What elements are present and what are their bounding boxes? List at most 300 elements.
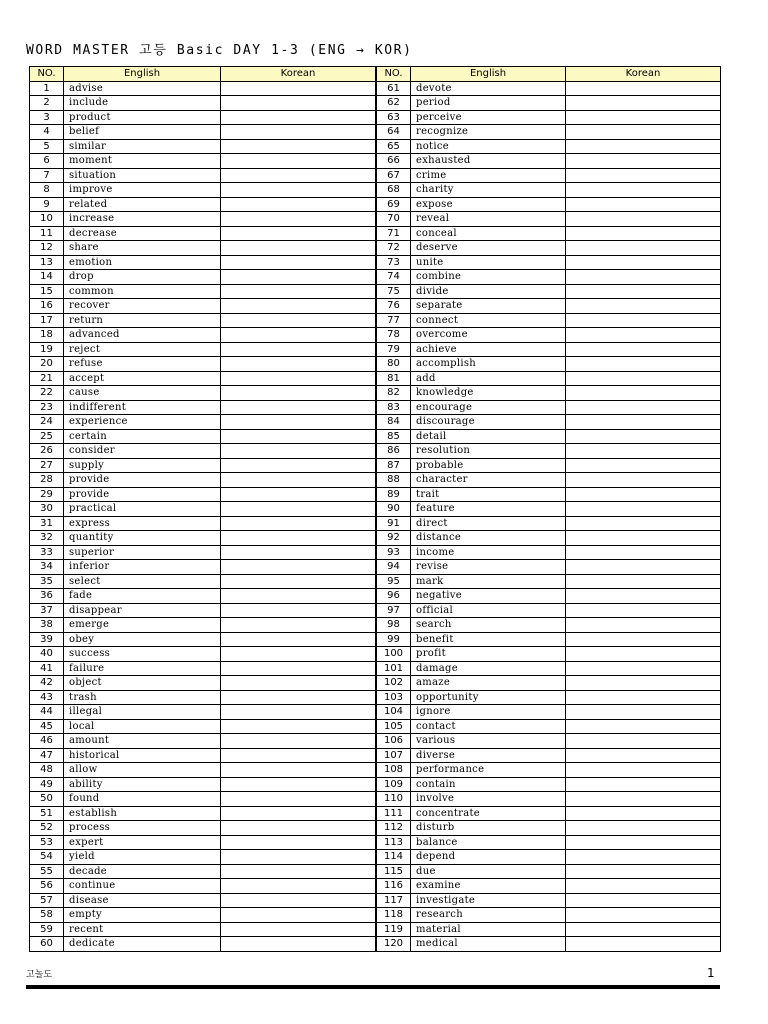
korean-answer-cell[interactable] xyxy=(221,444,376,459)
word-number: 91 xyxy=(377,516,411,531)
korean-answer-cell[interactable] xyxy=(566,255,721,270)
table-row xyxy=(377,400,721,415)
english-word: failure xyxy=(64,661,221,676)
word-number: 43 xyxy=(30,690,64,705)
korean-answer-cell[interactable] xyxy=(221,690,376,705)
korean-answer-cell[interactable] xyxy=(566,328,721,343)
english-word: encourage xyxy=(411,400,566,415)
word-number: 77 xyxy=(377,313,411,328)
english-word: search xyxy=(411,618,566,633)
korean-answer-cell[interactable] xyxy=(221,603,376,618)
english-word: indifferent xyxy=(64,400,221,415)
word-number: 56 xyxy=(30,879,64,894)
korean-answer-cell[interactable] xyxy=(221,183,376,198)
english-word: share xyxy=(64,241,221,256)
word-number: 46 xyxy=(30,734,64,749)
korean-answer-cell[interactable] xyxy=(566,342,721,357)
english-word: exhausted xyxy=(411,154,566,169)
korean-answer-cell[interactable] xyxy=(566,531,721,546)
korean-answer-cell[interactable] xyxy=(221,676,376,691)
word-number: 27 xyxy=(30,458,64,473)
english-word: discourage xyxy=(411,415,566,430)
table-row xyxy=(377,545,721,560)
english-word: notice xyxy=(411,139,566,154)
word-number: 42 xyxy=(30,676,64,691)
korean-answer-cell[interactable] xyxy=(566,81,721,96)
korean-answer-cell[interactable] xyxy=(566,864,721,879)
table-row xyxy=(377,125,721,140)
table-row xyxy=(30,647,376,662)
word-number: 5 xyxy=(30,139,64,154)
korean-answer-cell[interactable] xyxy=(221,125,376,140)
english-word: found xyxy=(64,792,221,807)
korean-answer-cell[interactable] xyxy=(221,502,376,517)
korean-answer-cell[interactable] xyxy=(221,400,376,415)
table-row xyxy=(30,415,376,430)
korean-answer-cell[interactable] xyxy=(566,574,721,589)
korean-answer-cell[interactable] xyxy=(566,502,721,517)
table-row xyxy=(377,183,721,198)
table-row xyxy=(377,705,721,720)
table-row xyxy=(30,748,376,763)
word-number: 41 xyxy=(30,661,64,676)
header-english: English xyxy=(64,67,221,82)
table-row xyxy=(377,589,721,604)
korean-answer-cell[interactable] xyxy=(566,429,721,444)
korean-answer-cell[interactable] xyxy=(221,96,376,111)
word-number: 116 xyxy=(377,879,411,894)
table-row xyxy=(377,328,721,343)
korean-answer-cell[interactable] xyxy=(221,487,376,502)
korean-answer-cell[interactable] xyxy=(221,545,376,560)
korean-answer-cell[interactable] xyxy=(566,357,721,372)
korean-answer-cell[interactable] xyxy=(221,270,376,285)
korean-answer-cell[interactable] xyxy=(221,574,376,589)
english-word: period xyxy=(411,96,566,111)
korean-answer-cell[interactable] xyxy=(566,299,721,314)
english-word: recognize xyxy=(411,125,566,140)
english-word: reveal xyxy=(411,212,566,227)
korean-answer-cell[interactable] xyxy=(221,226,376,241)
korean-answer-cell[interactable] xyxy=(221,821,376,836)
english-word: involve xyxy=(411,792,566,807)
table-row xyxy=(377,632,721,647)
table-row xyxy=(377,284,721,299)
korean-answer-cell[interactable] xyxy=(221,560,376,575)
korean-answer-cell[interactable] xyxy=(566,821,721,836)
table-row xyxy=(30,241,376,256)
word-number: 87 xyxy=(377,458,411,473)
english-word: empty xyxy=(64,908,221,923)
word-number: 14 xyxy=(30,270,64,285)
page-number: 1 xyxy=(707,966,715,980)
english-word: ability xyxy=(64,777,221,792)
korean-answer-cell[interactable] xyxy=(221,748,376,763)
korean-answer-cell[interactable] xyxy=(221,647,376,662)
english-word: distance xyxy=(411,531,566,546)
korean-answer-cell[interactable] xyxy=(566,806,721,821)
table-row xyxy=(377,473,721,488)
word-number: 53 xyxy=(30,835,64,850)
word-number: 61 xyxy=(377,81,411,96)
table-row xyxy=(30,125,376,140)
korean-answer-cell[interactable] xyxy=(566,444,721,459)
korean-answer-cell[interactable] xyxy=(566,168,721,183)
english-word: provide xyxy=(64,473,221,488)
table-body-left xyxy=(30,81,376,951)
korean-answer-cell[interactable] xyxy=(221,661,376,676)
table-row xyxy=(377,676,721,691)
english-word: decrease xyxy=(64,226,221,241)
word-number: 117 xyxy=(377,893,411,908)
english-word: concentrate xyxy=(411,806,566,821)
word-number: 114 xyxy=(377,850,411,865)
korean-answer-cell[interactable] xyxy=(566,632,721,647)
english-word: ignore xyxy=(411,705,566,720)
english-word: detail xyxy=(411,429,566,444)
english-word: increase xyxy=(64,212,221,227)
table-row xyxy=(30,429,376,444)
english-word: experience xyxy=(64,415,221,430)
korean-answer-cell[interactable] xyxy=(221,255,376,270)
table-row xyxy=(377,937,721,952)
korean-answer-cell[interactable] xyxy=(221,212,376,227)
korean-answer-cell[interactable] xyxy=(566,487,721,502)
korean-answer-cell[interactable] xyxy=(566,734,721,749)
word-number: 97 xyxy=(377,603,411,618)
korean-answer-cell[interactable] xyxy=(221,415,376,430)
header-no: NO. xyxy=(30,67,64,82)
korean-answer-cell[interactable] xyxy=(566,893,721,908)
table-row xyxy=(377,879,721,894)
word-number: 85 xyxy=(377,429,411,444)
korean-answer-cell[interactable] xyxy=(221,908,376,923)
english-word: emerge xyxy=(64,618,221,633)
footer-rule xyxy=(26,985,720,989)
table-row xyxy=(377,922,721,937)
word-number: 44 xyxy=(30,705,64,720)
word-number: 31 xyxy=(30,516,64,531)
table-row xyxy=(377,748,721,763)
korean-answer-cell[interactable] xyxy=(566,110,721,125)
korean-answer-cell[interactable] xyxy=(566,908,721,923)
korean-answer-cell[interactable] xyxy=(566,139,721,154)
english-word: trait xyxy=(411,487,566,502)
word-number: 70 xyxy=(377,212,411,227)
word-number: 21 xyxy=(30,371,64,386)
korean-answer-cell[interactable] xyxy=(566,545,721,560)
korean-answer-cell[interactable] xyxy=(566,705,721,720)
table-row xyxy=(377,96,721,111)
korean-answer-cell[interactable] xyxy=(566,835,721,850)
english-word: medical xyxy=(411,937,566,952)
table-row xyxy=(30,516,376,531)
word-number: 36 xyxy=(30,589,64,604)
korean-answer-cell[interactable] xyxy=(221,705,376,720)
korean-answer-cell[interactable] xyxy=(221,618,376,633)
table-row xyxy=(377,313,721,328)
korean-answer-cell[interactable] xyxy=(221,429,376,444)
table-row xyxy=(30,545,376,560)
table-row xyxy=(30,864,376,879)
table-row xyxy=(30,342,376,357)
korean-answer-cell[interactable] xyxy=(221,937,376,952)
english-word: unite xyxy=(411,255,566,270)
table-row xyxy=(30,502,376,517)
table-row xyxy=(30,835,376,850)
table-row xyxy=(377,603,721,618)
table-row xyxy=(377,574,721,589)
english-word: similar xyxy=(64,139,221,154)
korean-answer-cell[interactable] xyxy=(566,284,721,299)
table-row xyxy=(30,458,376,473)
korean-answer-cell[interactable] xyxy=(566,748,721,763)
table-row xyxy=(377,806,721,821)
english-word: express xyxy=(64,516,221,531)
table-row xyxy=(377,168,721,183)
korean-answer-cell[interactable] xyxy=(221,922,376,937)
word-number: 4 xyxy=(30,125,64,140)
word-number: 9 xyxy=(30,197,64,212)
english-word: due xyxy=(411,864,566,879)
korean-answer-cell[interactable] xyxy=(221,516,376,531)
korean-answer-cell[interactable] xyxy=(566,400,721,415)
english-word: material xyxy=(411,922,566,937)
word-number: 32 xyxy=(30,531,64,546)
word-number: 115 xyxy=(377,864,411,879)
korean-answer-cell[interactable] xyxy=(566,937,721,952)
english-word: performance xyxy=(411,763,566,778)
word-number: 103 xyxy=(377,690,411,705)
english-word: select xyxy=(64,574,221,589)
table-row xyxy=(377,342,721,357)
korean-answer-cell[interactable] xyxy=(221,110,376,125)
english-word: profit xyxy=(411,647,566,662)
table-row xyxy=(30,400,376,415)
korean-answer-cell[interactable] xyxy=(566,415,721,430)
table-row xyxy=(30,386,376,401)
korean-answer-cell[interactable] xyxy=(566,473,721,488)
korean-answer-cell[interactable] xyxy=(566,560,721,575)
english-word: balance xyxy=(411,835,566,850)
table-row xyxy=(30,879,376,894)
word-number: 54 xyxy=(30,850,64,865)
korean-answer-cell[interactable] xyxy=(221,284,376,299)
word-number: 60 xyxy=(30,937,64,952)
korean-answer-cell[interactable] xyxy=(221,864,376,879)
korean-answer-cell[interactable] xyxy=(221,835,376,850)
english-word: practical xyxy=(64,502,221,517)
english-word: amount xyxy=(64,734,221,749)
korean-answer-cell[interactable] xyxy=(566,879,721,894)
english-word: research xyxy=(411,908,566,923)
korean-answer-cell[interactable] xyxy=(221,241,376,256)
korean-answer-cell[interactable] xyxy=(221,806,376,821)
word-number: 81 xyxy=(377,371,411,386)
word-number: 72 xyxy=(377,241,411,256)
korean-answer-cell[interactable] xyxy=(566,371,721,386)
korean-answer-cell[interactable] xyxy=(221,81,376,96)
english-word: situation xyxy=(64,168,221,183)
korean-answer-cell[interactable] xyxy=(221,792,376,807)
english-word: contain xyxy=(411,777,566,792)
table-row xyxy=(30,850,376,865)
korean-answer-cell[interactable] xyxy=(566,96,721,111)
korean-answer-cell[interactable] xyxy=(566,226,721,241)
word-number: 74 xyxy=(377,270,411,285)
english-word: add xyxy=(411,371,566,386)
korean-answer-cell[interactable] xyxy=(566,792,721,807)
english-word: negative xyxy=(411,589,566,604)
word-number: 112 xyxy=(377,821,411,836)
english-word: related xyxy=(64,197,221,212)
korean-answer-cell[interactable] xyxy=(221,371,376,386)
korean-answer-cell[interactable] xyxy=(221,473,376,488)
korean-answer-cell[interactable] xyxy=(221,328,376,343)
table-row xyxy=(30,313,376,328)
korean-answer-cell[interactable] xyxy=(566,922,721,937)
word-number: 83 xyxy=(377,400,411,415)
table-row xyxy=(30,168,376,183)
korean-answer-cell[interactable] xyxy=(566,661,721,676)
word-number: 89 xyxy=(377,487,411,502)
word-number: 35 xyxy=(30,574,64,589)
table-row xyxy=(30,908,376,923)
korean-answer-cell[interactable] xyxy=(221,763,376,778)
english-word: connect xyxy=(411,313,566,328)
table-row xyxy=(30,197,376,212)
korean-answer-cell[interactable] xyxy=(566,270,721,285)
korean-answer-cell[interactable] xyxy=(221,632,376,647)
korean-answer-cell[interactable] xyxy=(566,647,721,662)
english-word: certain xyxy=(64,429,221,444)
english-word: character xyxy=(411,473,566,488)
korean-answer-cell[interactable] xyxy=(221,154,376,169)
korean-answer-cell[interactable] xyxy=(221,168,376,183)
english-word: illegal xyxy=(64,705,221,720)
header-no: NO. xyxy=(377,67,411,82)
table-row xyxy=(377,777,721,792)
korean-answer-cell[interactable] xyxy=(221,139,376,154)
korean-answer-cell[interactable] xyxy=(566,618,721,633)
word-number: 24 xyxy=(30,415,64,430)
word-number: 55 xyxy=(30,864,64,879)
korean-answer-cell[interactable] xyxy=(221,313,376,328)
korean-answer-cell[interactable] xyxy=(566,183,721,198)
english-word: reject xyxy=(64,342,221,357)
korean-answer-cell[interactable] xyxy=(566,690,721,705)
korean-answer-cell[interactable] xyxy=(566,589,721,604)
word-number: 100 xyxy=(377,647,411,662)
english-word: opportunity xyxy=(411,690,566,705)
english-word: accept xyxy=(64,371,221,386)
korean-answer-cell[interactable] xyxy=(566,777,721,792)
english-word: official xyxy=(411,603,566,618)
vocab-table-left xyxy=(29,66,376,952)
word-number: 11 xyxy=(30,226,64,241)
word-number: 78 xyxy=(377,328,411,343)
english-word: advise xyxy=(64,81,221,96)
korean-answer-cell[interactable] xyxy=(566,516,721,531)
korean-answer-cell[interactable] xyxy=(221,893,376,908)
korean-answer-cell[interactable] xyxy=(566,676,721,691)
table-row xyxy=(30,81,376,96)
table-row xyxy=(30,560,376,575)
korean-answer-cell[interactable] xyxy=(221,458,376,473)
english-word: provide xyxy=(64,487,221,502)
korean-answer-cell[interactable] xyxy=(566,125,721,140)
korean-answer-cell[interactable] xyxy=(221,589,376,604)
table-row xyxy=(377,835,721,850)
korean-answer-cell[interactable] xyxy=(221,342,376,357)
table-row xyxy=(30,690,376,705)
korean-answer-cell[interactable] xyxy=(221,777,376,792)
korean-answer-cell[interactable] xyxy=(221,299,376,314)
english-word: quantity xyxy=(64,531,221,546)
korean-answer-cell[interactable] xyxy=(221,734,376,749)
table-row xyxy=(377,429,721,444)
korean-answer-cell[interactable] xyxy=(566,719,721,734)
table-row xyxy=(377,226,721,241)
word-number: 86 xyxy=(377,444,411,459)
english-word: separate xyxy=(411,299,566,314)
korean-answer-cell[interactable] xyxy=(221,197,376,212)
table-row xyxy=(30,763,376,778)
korean-answer-cell[interactable] xyxy=(221,719,376,734)
korean-answer-cell[interactable] xyxy=(221,357,376,372)
table-row xyxy=(377,299,721,314)
word-number: 67 xyxy=(377,168,411,183)
table-row xyxy=(377,690,721,705)
korean-answer-cell[interactable] xyxy=(566,458,721,473)
table-row xyxy=(30,806,376,821)
table-row xyxy=(30,96,376,111)
table-row xyxy=(30,705,376,720)
korean-answer-cell[interactable] xyxy=(221,850,376,865)
korean-answer-cell[interactable] xyxy=(566,212,721,227)
korean-answer-cell[interactable] xyxy=(566,241,721,256)
korean-answer-cell[interactable] xyxy=(221,531,376,546)
word-number: 6 xyxy=(30,154,64,169)
word-number: 30 xyxy=(30,502,64,517)
english-word: probable xyxy=(411,458,566,473)
korean-answer-cell[interactable] xyxy=(566,197,721,212)
english-word: include xyxy=(64,96,221,111)
table-row xyxy=(377,893,721,908)
korean-answer-cell[interactable] xyxy=(221,879,376,894)
word-number: 76 xyxy=(377,299,411,314)
table-row xyxy=(30,183,376,198)
vocab-table-right xyxy=(376,66,721,952)
korean-answer-cell[interactable] xyxy=(566,850,721,865)
korean-answer-cell[interactable] xyxy=(221,386,376,401)
english-word: object xyxy=(64,676,221,691)
word-number: 119 xyxy=(377,922,411,937)
english-word: disappear xyxy=(64,603,221,618)
english-word: revise xyxy=(411,560,566,575)
english-word: various xyxy=(411,734,566,749)
english-word: examine xyxy=(411,879,566,894)
korean-answer-cell[interactable] xyxy=(566,386,721,401)
english-word: trash xyxy=(64,690,221,705)
korean-answer-cell[interactable] xyxy=(566,313,721,328)
table-row xyxy=(377,415,721,430)
korean-answer-cell[interactable] xyxy=(566,603,721,618)
table-row xyxy=(377,531,721,546)
korean-answer-cell[interactable] xyxy=(566,763,721,778)
english-word: consider xyxy=(64,444,221,459)
korean-answer-cell[interactable] xyxy=(566,154,721,169)
